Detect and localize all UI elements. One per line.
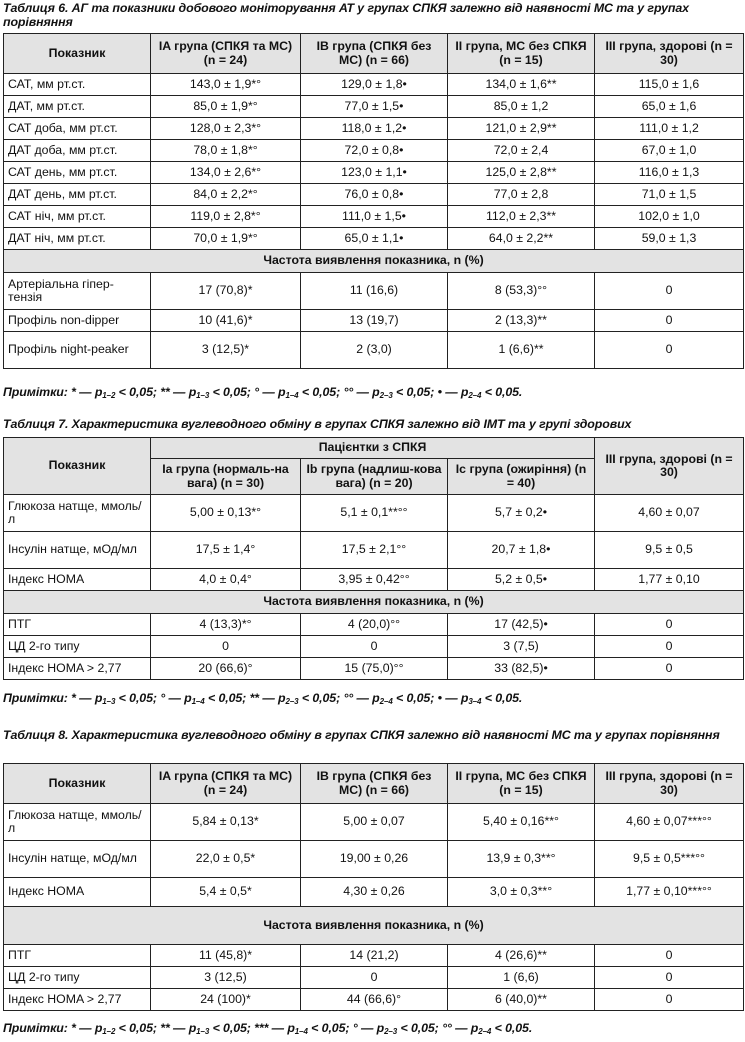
row-label-cell: ПТГ: [4, 614, 151, 636]
table7-healthy-header: III група, здорові (n = 30): [595, 438, 744, 495]
table-row: [4, 206, 744, 228]
value-cell: 5,84 ± 0,13*: [151, 804, 301, 841]
value-cell: 0: [595, 332, 744, 369]
table7: [3, 437, 744, 680]
value-cell: 65,0 ± 1,1•: [301, 228, 448, 250]
value-cell: 33 (82,5)•: [448, 658, 595, 680]
value-cell: 44 (66,6)°: [301, 989, 448, 1011]
value-cell: 112,0 ± 2,3**: [448, 206, 595, 228]
value-cell: 11 (16,6): [301, 273, 448, 310]
table8-header-cell: III група, здорові (n = 30): [595, 764, 744, 804]
table7-header-cell: Ia група (нормаль-на вага) (n = 30): [151, 459, 301, 495]
note-tail: < 0,05.: [481, 691, 523, 705]
table6-header-cell: III група, здорові (n = 30): [595, 34, 744, 74]
note-tail: < 0,05.: [491, 1021, 533, 1035]
note-subscript: 1–4: [285, 391, 299, 400]
note-item: * — $p_{1-2} < 0,05$;: [71, 1021, 157, 1036]
table-row: [4, 841, 744, 878]
table-row: [4, 532, 744, 569]
note-subscript: 2–3: [285, 697, 299, 706]
note-subscript: 1–3: [102, 697, 116, 706]
note-tail: < 0,05;: [298, 691, 341, 705]
note-p: p: [94, 1021, 103, 1035]
table8-body: [4, 804, 744, 1011]
table7-body: [4, 495, 744, 680]
value-cell: 6 (40,0)**: [448, 989, 595, 1011]
note-tail: < 0,05;: [115, 385, 157, 399]
value-cell: 0: [151, 636, 301, 658]
note-tail: < 0,05;: [307, 1021, 350, 1035]
note-items: [71, 1021, 532, 1035]
note-item: ** — $p_{1-3} < 0,05$;: [160, 1021, 251, 1036]
table7-header-row: [4, 438, 744, 459]
value-cell: 19,00 ± 0,26: [301, 841, 448, 878]
table8-header-cell: II група, МС без СПКЯ (n = 15): [448, 764, 595, 804]
value-cell: 3,0 ± 0,3**°: [448, 878, 595, 907]
note-symbol: °: [254, 385, 260, 399]
value-cell: 0: [595, 967, 744, 989]
value-cell: 1 (6,6): [448, 967, 595, 989]
value-cell: 72,0 ± 0,8•: [301, 140, 448, 162]
table-row: [4, 989, 744, 1011]
value-cell: 5,7 ± 0,2•: [448, 495, 595, 532]
value-cell: 84,0 ± 2,2*°: [151, 184, 301, 206]
note-subscript: 2–3: [384, 1027, 398, 1036]
frequency-band-row: [4, 907, 744, 945]
value-cell: 9,5 ± 0,5***°°: [595, 841, 744, 878]
frequency-band-label: Частота виявлення показника, n (%): [4, 250, 744, 273]
value-cell: 0: [595, 310, 744, 332]
table8-note: [3, 1021, 743, 1039]
note-tail: < 0,05;: [209, 1021, 251, 1035]
value-cell: 59,0 ± 1,3: [595, 228, 744, 250]
table6-caption: Таблиця 6. АГ та показники добового моніторування АТ у групах СПКЯ залежно від наявності МС та у групах порівняння: [3, 1, 689, 29]
value-cell: 1,77 ± 0,10***°°: [595, 878, 744, 907]
frequency-band-label: Частота виявлення показника, n (%): [4, 907, 744, 945]
value-cell: 134,0 ± 1,6**: [448, 74, 595, 96]
value-cell: 4 (13,3)*°: [151, 614, 301, 636]
value-cell: 143,0 ± 1,9*°: [151, 74, 301, 96]
value-cell: 85,0 ± 1,9*°: [151, 96, 301, 118]
note-subscript: 2–4: [468, 391, 482, 400]
row-label-cell: САТ день, мм рт.ст.: [4, 162, 151, 184]
value-cell: 22,0 ± 0,5*: [151, 841, 301, 878]
note-label: Примітки:: [3, 385, 68, 399]
value-cell: 1,77 ± 0,10: [595, 569, 744, 591]
note-p: p: [278, 385, 286, 399]
table-row: [4, 162, 744, 184]
table-row: [4, 273, 744, 310]
note-item: ** — $p_{2-3} < 0,05$;: [249, 691, 341, 706]
row-label-cell: Індекс HOMA > 2,77: [4, 989, 151, 1011]
value-cell: 0: [595, 614, 744, 636]
table8-header-cell: IA група (СПКЯ та МС) (n = 24): [151, 764, 301, 804]
table6-header-cell: IB група (СПКЯ без МС) (n = 66): [301, 34, 448, 74]
table6-header-cell: IA група (СПКЯ та МС) (n = 24): [151, 34, 301, 74]
note-symbol: **: [249, 691, 260, 705]
table8: [3, 763, 744, 1011]
note-subscript: 1–4: [191, 697, 205, 706]
value-cell: 102,0 ± 1,0: [595, 206, 744, 228]
note-tail: < 0,05;: [392, 691, 435, 705]
value-cell: 0: [595, 989, 744, 1011]
note-symbol: °°: [343, 691, 354, 705]
note-subscript: 1–4: [294, 1027, 308, 1036]
note-item: ° — $p_{1-4} < 0,05$;: [160, 691, 247, 706]
value-cell: 10 (41,6)*: [151, 310, 301, 332]
value-cell: 65,0 ± 1,6: [595, 96, 744, 118]
value-cell: 5,4 ± 0,5*: [151, 878, 301, 907]
note-tail: < 0,05;: [115, 691, 157, 705]
value-cell: 0: [301, 967, 448, 989]
table6-note: [3, 385, 743, 403]
note-p: p: [184, 691, 192, 705]
value-cell: 20,7 ± 1,8•: [448, 532, 595, 569]
table-row: [4, 804, 744, 841]
value-cell: 5,00 ± 0,07: [301, 804, 448, 841]
note-p: p: [94, 385, 103, 399]
value-cell: 11 (45,8)*: [151, 945, 301, 967]
note-tail: < 0,05;: [392, 385, 435, 399]
note-symbol: °°: [343, 385, 354, 399]
value-cell: 17 (42,5)•: [448, 614, 595, 636]
value-cell: 77,0 ± 2,8: [448, 184, 595, 206]
note-p: p: [372, 385, 380, 399]
value-cell: 4,0 ± 0,4°: [151, 569, 301, 591]
note-symbol: ***: [254, 1021, 269, 1035]
row-label-cell: Глюкоза натще, ммоль/л: [4, 804, 151, 841]
table7-header-cell: Ic група (ожиріння) (n = 40): [448, 459, 595, 495]
table7-header-cell: Ib група (надлиш-кова вага) (n = 20): [301, 459, 448, 495]
note-subscript: 3–4: [468, 697, 482, 706]
value-cell: 121,0 ± 2,9**: [448, 118, 595, 140]
row-label-cell: ДАТ день, мм рт.ст.: [4, 184, 151, 206]
table6-header-cell: Показник: [4, 34, 151, 74]
value-cell: 3 (7,5): [448, 636, 595, 658]
value-cell: 76,0 ± 0,8•: [301, 184, 448, 206]
table8-header-cell: IB група (СПКЯ без МС) (n = 66): [301, 764, 448, 804]
table-row: [4, 310, 744, 332]
note-p: p: [188, 385, 197, 399]
frequency-band-row: [4, 250, 744, 273]
note-subscript: 1–2: [102, 391, 116, 400]
table-row: [4, 636, 744, 658]
value-cell: 71,0 ± 1,5: [595, 184, 744, 206]
note-item: ° — $p_{2-3} < 0,05$;: [352, 1021, 439, 1036]
note-item: • — $p_{2-4} < 0,05$.: [437, 385, 523, 400]
table-row: [4, 96, 744, 118]
table-row: [4, 495, 744, 532]
row-label-cell: Індекс HOMA: [4, 878, 151, 907]
value-cell: 14 (21,2): [301, 945, 448, 967]
value-cell: 8 (53,3)°°: [448, 273, 595, 310]
table-row: [4, 878, 744, 907]
note-item: ** — $p_{1-3} < 0,05$;: [160, 385, 251, 400]
value-cell: 2 (3,0): [301, 332, 448, 369]
value-cell: 1 (6,6)**: [448, 332, 595, 369]
frequency-band-label: Частота виявлення показника, n (%): [4, 591, 744, 614]
row-label-cell: ДАТ доба, мм рт.ст.: [4, 140, 151, 162]
note-items: [71, 385, 522, 399]
value-cell: 70,0 ± 1,9*°: [151, 228, 301, 250]
value-cell: 17 (70,8)*: [151, 273, 301, 310]
value-cell: 128,0 ± 2,3*°: [151, 118, 301, 140]
row-label-cell: Глюкоза натще, ммоль/л: [4, 495, 151, 532]
note-p: p: [278, 691, 286, 705]
value-cell: 17,5 ± 1,4°: [151, 532, 301, 569]
value-cell: 4,30 ± 0,26: [301, 878, 448, 907]
note-p: p: [94, 691, 103, 705]
table8-header-cell: Показник: [4, 764, 151, 804]
note-tail: < 0,05;: [204, 691, 247, 705]
note-items: [71, 691, 522, 705]
value-cell: 119,0 ± 2,8*°: [151, 206, 301, 228]
value-cell: 5,1 ± 0,1**°°: [301, 495, 448, 532]
value-cell: 0: [595, 658, 744, 680]
row-label-cell: ДАТ, мм рт.ст.: [4, 96, 151, 118]
note-tail: < 0,05;: [115, 1021, 157, 1035]
value-cell: 4 (26,6)**: [448, 945, 595, 967]
value-cell: 4 (20,0)°°: [301, 614, 448, 636]
note-item: * — $p_{1-3} < 0,05$;: [71, 691, 157, 706]
value-cell: 5,40 ± 0,16**°: [448, 804, 595, 841]
value-cell: 3,95 ± 0,42°°: [301, 569, 448, 591]
table7-group-header: Пацієнтки з СПКЯ: [151, 438, 595, 459]
note-symbol: *: [71, 691, 76, 705]
note-subscript: 2–4: [478, 1027, 492, 1036]
row-label-cell: ДАТ ніч, мм рт.ст.: [4, 228, 151, 250]
value-cell: 24 (100)*: [151, 989, 301, 1011]
table-row: [4, 614, 744, 636]
note-item: • — $p_{3-4} < 0,05$.: [437, 691, 523, 706]
note-p: p: [188, 1021, 197, 1035]
note-p: p: [376, 1021, 385, 1035]
table7-indicator-header: Показник: [4, 438, 151, 495]
value-cell: 3 (12,5)*: [151, 332, 301, 369]
table7-caption: Таблиця 7. Характеристика вуглеводного обміну в групах СПКЯ залежно від ІМТ та у групі здорових: [3, 417, 632, 431]
value-cell: 64,0 ± 2,2**: [448, 228, 595, 250]
value-cell: 13,9 ± 0,3**°: [448, 841, 595, 878]
value-cell: 0: [595, 945, 744, 967]
value-cell: 3 (12,5): [151, 967, 301, 989]
table8-header-row: [4, 764, 744, 804]
table6-body: [4, 74, 744, 369]
note-symbol: °: [160, 691, 166, 705]
note-p: p: [470, 1021, 479, 1035]
table-row: [4, 140, 744, 162]
value-cell: 0: [595, 636, 744, 658]
row-label-cell: ЦД 2-го типу: [4, 967, 151, 989]
note-item: * — $p_{1-2} < 0,05$;: [71, 385, 157, 400]
value-cell: 118,0 ± 1,2•: [301, 118, 448, 140]
value-cell: 129,0 ± 1,8•: [301, 74, 448, 96]
note-subscript: 1–3: [196, 1027, 210, 1036]
note-p: p: [460, 385, 469, 399]
note-label: Примітки:: [3, 1021, 68, 1035]
table-row: [4, 228, 744, 250]
value-cell: 20 (66,6)°: [151, 658, 301, 680]
value-cell: 4,60 ± 0,07***°°: [595, 804, 744, 841]
value-cell: 85,0 ± 1,2: [448, 96, 595, 118]
note-item: °° — $p_{2-3} < 0,05$;: [343, 385, 435, 400]
value-cell: 134,0 ± 2,6*°: [151, 162, 301, 184]
note-symbol: •: [437, 691, 442, 705]
table-row: [4, 967, 744, 989]
table-row: [4, 118, 744, 140]
table-row: [4, 74, 744, 96]
table-row: [4, 658, 744, 680]
value-cell: 123,0 ± 1,1•: [301, 162, 448, 184]
note-item: °° — $p_{2-4} < 0,05$;: [343, 691, 435, 706]
value-cell: 9,5 ± 0,5: [595, 532, 744, 569]
value-cell: 125,0 ± 2,8**: [448, 162, 595, 184]
note-symbol: °: [352, 1021, 358, 1035]
note-label: Примітки:: [3, 691, 68, 705]
note-symbol: *: [71, 1021, 76, 1035]
note-tail: < 0,05.: [481, 385, 523, 399]
value-cell: 17,5 ± 2,1°°: [301, 532, 448, 569]
table-row: [4, 945, 744, 967]
note-subscript: 1–3: [196, 391, 210, 400]
value-cell: 5,2 ± 0,5•: [448, 569, 595, 591]
note-item: °° — $p_{2-4} < 0,05$.: [442, 1021, 533, 1036]
row-label-cell: Індекс HOMA: [4, 569, 151, 591]
value-cell: 15 (75,0)°°: [301, 658, 448, 680]
table6-header-row: [4, 34, 744, 74]
table6: [3, 33, 744, 369]
note-item: *** — $p_{1-4} < 0,05$;: [254, 1021, 350, 1036]
table8-caption: Таблиця 8. Характеристика вуглеводного обміну в групах СПКЯ залежно від наявності МС та у групах порівняння: [3, 728, 720, 742]
value-cell: 115,0 ± 1,6: [595, 74, 744, 96]
note-p: p: [372, 691, 380, 705]
table6-header-cell: II група, МС без СПКЯ (n = 15): [448, 34, 595, 74]
value-cell: 5,00 ± 0,13*°: [151, 495, 301, 532]
note-symbol: •: [437, 385, 442, 399]
table-row: [4, 569, 744, 591]
row-label-cell: САТ, мм рт.ст.: [4, 74, 151, 96]
note-tail: < 0,05;: [209, 385, 251, 399]
note-subscript: 1–2: [102, 1027, 116, 1036]
value-cell: 111,0 ± 1,5•: [301, 206, 448, 228]
note-subscript: 2–4: [379, 697, 393, 706]
table-row: [4, 184, 744, 206]
value-cell: 13 (19,7): [301, 310, 448, 332]
row-label-cell: Профіль non-dipper: [4, 310, 151, 332]
row-label-cell: ПТГ: [4, 945, 151, 967]
value-cell: 116,0 ± 1,3: [595, 162, 744, 184]
value-cell: 111,0 ± 1,2: [595, 118, 744, 140]
note-tail: < 0,05;: [298, 385, 341, 399]
row-label-cell: Інсулін натще, мОд/мл: [4, 841, 151, 878]
row-label-cell: Індекс HOMA > 2,77: [4, 658, 151, 680]
value-cell: 0: [595, 273, 744, 310]
row-label-cell: САТ доба, мм рт.ст.: [4, 118, 151, 140]
frequency-band-row: [4, 591, 744, 614]
note-tail: < 0,05;: [397, 1021, 439, 1035]
note-subscript: 2–3: [379, 391, 393, 400]
note-symbol: *: [71, 385, 76, 399]
row-label-cell: Профіль night-peaker: [4, 332, 151, 369]
note-symbol: **: [160, 385, 170, 399]
note-p: p: [287, 1021, 295, 1035]
note-item: ° — $p_{1-4} < 0,05$;: [254, 385, 341, 400]
value-cell: 67,0 ± 1,0: [595, 140, 744, 162]
note-symbol: °°: [442, 1021, 452, 1035]
table7-note: [3, 691, 743, 709]
value-cell: 77,0 ± 1,5•: [301, 96, 448, 118]
table-row: [4, 332, 744, 369]
value-cell: 2 (13,3)**: [448, 310, 595, 332]
row-label-cell: Артеріальна гіпер-тензія: [4, 273, 151, 310]
value-cell: 0: [301, 636, 448, 658]
row-label-cell: САТ ніч, мм рт.ст.: [4, 206, 151, 228]
value-cell: 4,60 ± 0,07: [595, 495, 744, 532]
value-cell: 72,0 ± 2,4: [448, 140, 595, 162]
row-label-cell: Інсулін натще, мОд/мл: [4, 532, 151, 569]
note-symbol: **: [160, 1021, 170, 1035]
value-cell: 78,0 ± 1,8*°: [151, 140, 301, 162]
note-p: p: [460, 691, 469, 705]
row-label-cell: ЦД 2-го типу: [4, 636, 151, 658]
